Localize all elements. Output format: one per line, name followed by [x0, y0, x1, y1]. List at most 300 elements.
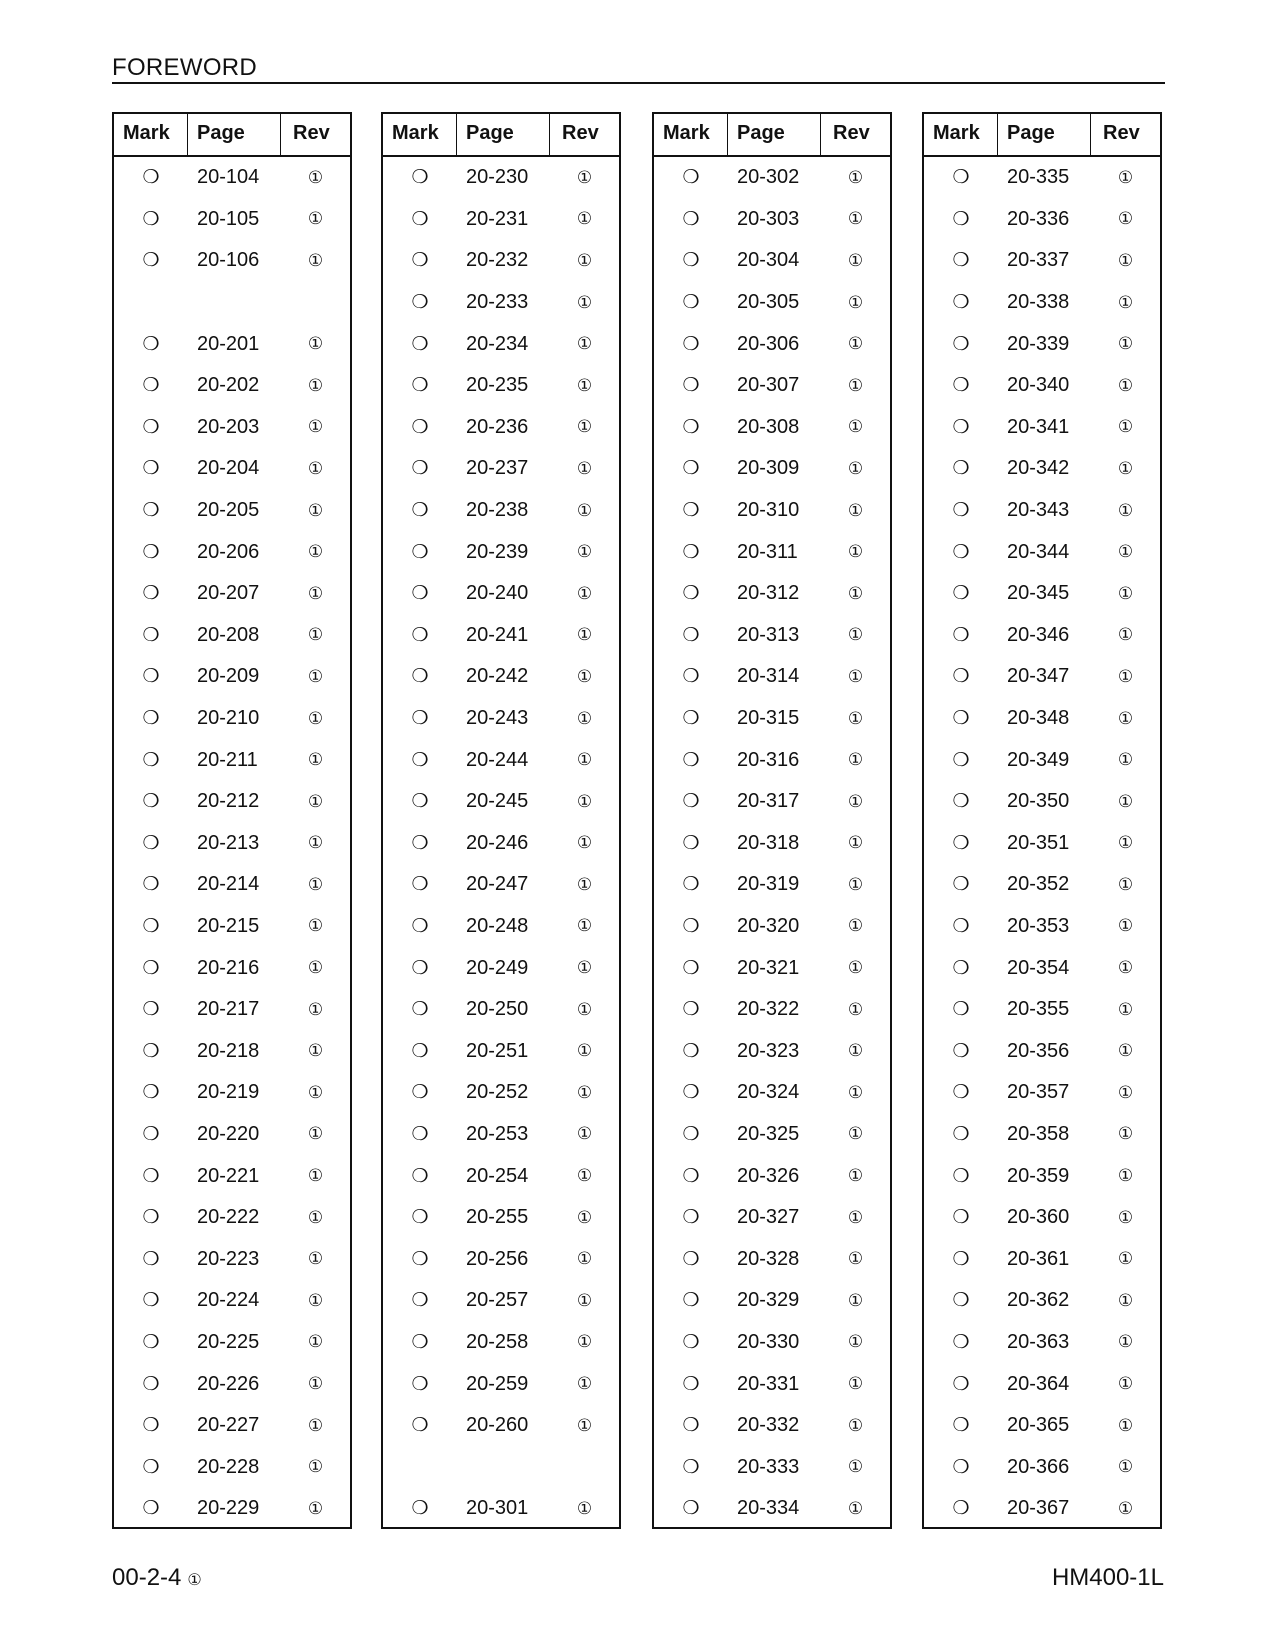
table-row: [383, 282, 619, 324]
revision-mark-icon: ①: [307, 375, 324, 395]
table-row: [114, 947, 350, 989]
table-row: [924, 1280, 1160, 1322]
mark-circle-icon: ❍: [952, 874, 970, 896]
page-number-cell: 20-306: [737, 332, 800, 355]
table-row: [383, 1405, 619, 1447]
table-row: [654, 1238, 890, 1280]
table-row: [383, 906, 619, 948]
page-number-cell: 20-365: [1007, 1414, 1070, 1437]
table-row: [654, 1446, 890, 1488]
revision-mark-icon: ①: [1117, 999, 1134, 1019]
table-row: [924, 947, 1160, 989]
mark-circle-icon: ❍: [682, 1373, 700, 1395]
revision-mark-icon: ①: [576, 1332, 593, 1352]
table-row: [114, 1363, 350, 1405]
table-row: [383, 1030, 619, 1072]
mark-circle-icon: ❍: [952, 624, 970, 646]
mark-circle-icon: ❍: [411, 375, 429, 397]
mark-circle-icon: ❍: [952, 250, 970, 272]
mark-header: Mark: [383, 114, 457, 155]
mark-circle-icon: ❍: [142, 1123, 160, 1145]
table-row: [654, 1363, 890, 1405]
mark-circle-icon: ❍: [411, 1373, 429, 1395]
table-row: [924, 157, 1160, 199]
page-number-cell: 20-209: [197, 665, 260, 688]
mark-circle-icon: ❍: [952, 832, 970, 854]
page-number-cell: 20-352: [1007, 873, 1070, 896]
table-row: [654, 781, 890, 823]
revision-mark-icon: ①: [307, 542, 324, 562]
revision-mark-icon: ①: [847, 1290, 864, 1310]
page-number-cell: 20-314: [737, 665, 800, 688]
revision-mark-icon: ①: [847, 250, 864, 270]
mark-circle-icon: ❍: [142, 1290, 160, 1312]
page-number-cell: 20-259: [466, 1372, 529, 1395]
revision-mark-icon: ①: [847, 292, 864, 312]
mark-circle-icon: ❍: [411, 957, 429, 979]
table-row: [654, 282, 890, 324]
revision-mark-icon: ①: [1117, 1082, 1134, 1102]
mark-circle-icon: ❍: [142, 1415, 160, 1437]
revision-mark-icon: ①: [307, 1166, 324, 1186]
mark-circle-icon: ❍: [952, 708, 970, 730]
table-row: [114, 1072, 350, 1114]
page-number-cell: 20-348: [1007, 707, 1070, 730]
mark-circle-icon: ❍: [682, 208, 700, 230]
mark-circle-icon: ❍: [142, 957, 160, 979]
revision-mark-icon: ①: [307, 958, 324, 978]
revision-mark-icon: ①: [1117, 1290, 1134, 1310]
mark-circle-icon: ❍: [682, 541, 700, 563]
revision-mark-icon: ①: [307, 458, 324, 478]
table-row: [924, 698, 1160, 740]
mark-circle-icon: ❍: [142, 708, 160, 730]
page-number-cell: 20-315: [737, 707, 800, 730]
revision-mark-icon: ①: [1117, 250, 1134, 270]
table-row: [654, 906, 890, 948]
revision-mark-icon: ①: [576, 791, 593, 811]
page-number-cell: 20-254: [466, 1164, 529, 1187]
page-number-cell: 20-323: [737, 1039, 800, 1062]
table-row: [114, 1238, 350, 1280]
table-row: [924, 864, 1160, 906]
page-number-cell: 20-106: [197, 249, 260, 272]
mark-circle-icon: ❍: [142, 458, 160, 480]
table-row: [114, 781, 350, 823]
table-header: [924, 114, 1160, 157]
mark-header: Mark: [654, 114, 728, 155]
revision-mark-icon: ①: [1117, 1166, 1134, 1186]
revision-mark-icon: ①: [307, 1082, 324, 1102]
revision-mark-icon: ①: [307, 999, 324, 1019]
revision-mark-icon: ①: [307, 1249, 324, 1269]
revision-mark-icon: ①: [576, 1415, 593, 1435]
revision-mark-icon: ①: [307, 1124, 324, 1144]
page-number-cell: 20-340: [1007, 374, 1070, 397]
mark-circle-icon: ❍: [142, 915, 160, 937]
table-row: [924, 1405, 1160, 1447]
table-row: [383, 615, 619, 657]
revision-mark-icon: ①: [847, 625, 864, 645]
mark-circle-icon: ❍: [952, 375, 970, 397]
table-row: [114, 1114, 350, 1156]
page-number-cell: 20-324: [737, 1081, 800, 1104]
page-number-cell: 20-243: [466, 707, 529, 730]
table-row: [654, 656, 890, 698]
table-row: [924, 1238, 1160, 1280]
table-body: [114, 157, 350, 1530]
page-number-cell: 20-208: [197, 623, 260, 646]
mark-circle-icon: ❍: [142, 1040, 160, 1062]
table-row: [924, 1030, 1160, 1072]
revision-mark-icon: ①: [1117, 1415, 1134, 1435]
table-row: [924, 1488, 1160, 1530]
mark-circle-icon: ❍: [142, 832, 160, 854]
mark-circle-icon: ❍: [411, 1331, 429, 1353]
page-number-cell: 20-207: [197, 582, 260, 605]
page-number-cell: 20-213: [197, 831, 260, 854]
revision-mark-icon: ①: [847, 1374, 864, 1394]
page-number-cell: 20-361: [1007, 1247, 1070, 1270]
revision-mark-icon: ①: [576, 916, 593, 936]
mark-circle-icon: ❍: [952, 791, 970, 813]
table-body: [924, 157, 1160, 1530]
revision-mark-icon: ①: [847, 1207, 864, 1227]
revision-mark-icon: ①: [307, 916, 324, 936]
mark-circle-icon: ❍: [682, 957, 700, 979]
mark-circle-icon: ❍: [682, 915, 700, 937]
mark-circle-icon: ❍: [682, 583, 700, 605]
mark-circle-icon: ❍: [142, 749, 160, 771]
table-row: [114, 1030, 350, 1072]
page-number-cell: 20-332: [737, 1414, 800, 1437]
table-row: [924, 323, 1160, 365]
table-row: [114, 1488, 350, 1530]
page-number-cell: 20-325: [737, 1122, 800, 1145]
page-number-cell: 20-350: [1007, 790, 1070, 813]
mark-circle-icon: ❍: [952, 1456, 970, 1478]
revision-mark-icon: ①: [1117, 209, 1134, 229]
mark-header: Mark: [924, 114, 998, 155]
revision-mark-icon: ①: [1117, 1207, 1134, 1227]
mark-circle-icon: ❍: [952, 333, 970, 355]
page-number-cell: 20-302: [737, 166, 800, 189]
mark-circle-icon: ❍: [682, 1415, 700, 1437]
page-number-cell: 20-363: [1007, 1330, 1070, 1353]
table-row: [383, 1197, 619, 1239]
table-row: [654, 448, 890, 490]
revision-mark-icon: ①: [847, 375, 864, 395]
revision-mark-icon: ①: [847, 1166, 864, 1186]
mark-circle-icon: ❍: [952, 541, 970, 563]
page-number-cell: 20-260: [466, 1414, 529, 1437]
table-row: [383, 323, 619, 365]
revision-mark-icon: ①: [847, 500, 864, 520]
revision-mark-icon: ①: [847, 167, 864, 187]
mark-circle-icon: ❍: [142, 250, 160, 272]
page-number-cell: 20-240: [466, 582, 529, 605]
mark-circle-icon: ❍: [952, 1123, 970, 1145]
revision-mark-icon: ①: [847, 1498, 864, 1518]
revision-mark-icon: ①: [307, 666, 324, 686]
table-row: [383, 989, 619, 1031]
revision-mark-icon: ①: [576, 542, 593, 562]
table-row: [114, 323, 350, 365]
mark-circle-icon: ❍: [682, 624, 700, 646]
page-number-cell: 20-220: [197, 1122, 260, 1145]
revision-mark-icon: ①: [1117, 1249, 1134, 1269]
mark-circle-icon: ❍: [682, 292, 700, 314]
table-row: [654, 698, 890, 740]
page-number-cell: 20-345: [1007, 582, 1070, 605]
table-row: [924, 823, 1160, 865]
revision-mark-icon: ①: [1117, 167, 1134, 187]
page-number-cell: 20-215: [197, 914, 260, 937]
mark-circle-icon: ❍: [411, 1290, 429, 1312]
table-row: [924, 1197, 1160, 1239]
page-number-cell: 20-349: [1007, 748, 1070, 771]
revision-mark-icon: ①: [576, 334, 593, 354]
page-number-cell: 20-333: [737, 1455, 800, 1478]
table-row: [924, 490, 1160, 532]
mark-circle-icon: ❍: [411, 500, 429, 522]
rev-header: Rev: [833, 122, 870, 144]
page-number-cell: 20-309: [737, 457, 800, 480]
page-number-cell: 20-360: [1007, 1206, 1070, 1229]
table-row: [383, 573, 619, 615]
table-row: [654, 365, 890, 407]
table-row: [924, 906, 1160, 948]
page-number-cell: 20-236: [466, 415, 529, 438]
mark-circle-icon: ❍: [411, 791, 429, 813]
mark-circle-icon: ❍: [682, 666, 700, 688]
table-row: [654, 407, 890, 449]
table-row: [654, 157, 890, 199]
mark-circle-icon: ❍: [682, 1456, 700, 1478]
table-row: [114, 1155, 350, 1197]
revision-mark-icon: ①: [847, 1249, 864, 1269]
mark-circle-icon: ❍: [411, 832, 429, 854]
page-number-cell: 20-231: [466, 207, 529, 230]
revision-mark-icon: ①: [1117, 1332, 1134, 1352]
mark-circle-icon: ❍: [411, 1248, 429, 1270]
revision-mark-icon: ①: [576, 1498, 593, 1518]
page-number: 00-2-4: [112, 1564, 182, 1591]
revision-mark-icon: ①: [847, 583, 864, 603]
mark-circle-icon: ❍: [952, 1498, 970, 1520]
revision-mark-icon: ①: [847, 708, 864, 728]
revision-mark-icon: ①: [847, 1457, 864, 1477]
table-row: [924, 407, 1160, 449]
page-number-cell: 20-230: [466, 166, 529, 189]
mark-circle-icon: ❍: [411, 1415, 429, 1437]
table-row: [924, 989, 1160, 1031]
page-number-cell: 20-301: [466, 1497, 529, 1520]
table-row: [924, 781, 1160, 823]
page-number-cell: 20-313: [737, 623, 800, 646]
page-number-cell: 20-304: [737, 249, 800, 272]
page-number-cell: 20-210: [197, 707, 260, 730]
table-row: [924, 1072, 1160, 1114]
page-number-cell: 20-218: [197, 1039, 260, 1062]
revision-mark-icon: ①: [847, 458, 864, 478]
mark-circle-icon: ❍: [952, 416, 970, 438]
mark-circle-icon: ❍: [411, 250, 429, 272]
mark-circle-icon: ❍: [952, 1207, 970, 1229]
spacer-row: [114, 282, 350, 324]
mark-circle-icon: ❍: [682, 874, 700, 896]
mark-circle-icon: ❍: [411, 541, 429, 563]
page-number-cell: 20-217: [197, 998, 260, 1021]
table-row: [924, 282, 1160, 324]
mark-circle-icon: ❍: [682, 1331, 700, 1353]
page-number-cell: 20-356: [1007, 1039, 1070, 1062]
revision-mark-icon: ①: [847, 750, 864, 770]
page-title: FOREWORD: [112, 54, 258, 81]
mark-circle-icon: ❍: [952, 1331, 970, 1353]
mark-circle-icon: ❍: [411, 708, 429, 730]
revision-mark-icon: ①: [1117, 500, 1134, 520]
revision-mark-icon: ①: [307, 500, 324, 520]
mark-circle-icon: ❍: [952, 666, 970, 688]
revision-mark-icon: ①: [576, 167, 593, 187]
mark-circle-icon: ❍: [411, 624, 429, 646]
table-row: [383, 490, 619, 532]
table-row: [383, 240, 619, 282]
mark-circle-icon: ❍: [952, 1290, 970, 1312]
table-row: [654, 615, 890, 657]
table-row: [383, 1238, 619, 1280]
revision-mark-icon: ①: [847, 1332, 864, 1352]
table-row: [114, 531, 350, 573]
revision-mark-icon: ①: [307, 1207, 324, 1227]
table-row: [924, 531, 1160, 573]
table-row: [654, 864, 890, 906]
mark-circle-icon: ❍: [411, 458, 429, 480]
mark-circle-icon: ❍: [142, 583, 160, 605]
page-number-cell: 20-252: [466, 1081, 529, 1104]
mark-circle-icon: ❍: [142, 1331, 160, 1353]
mark-circle-icon: ❍: [952, 500, 970, 522]
table-row: [114, 407, 350, 449]
revision-mark-icon: ①: [847, 874, 864, 894]
table-body: [654, 157, 890, 1530]
page-number-cell: 20-321: [737, 956, 800, 979]
revision-mark-icon: ①: [307, 791, 324, 811]
revision-table-3: [652, 112, 892, 1529]
revision-mark-icon: ①: [1117, 750, 1134, 770]
revision-mark-icon: ①: [1117, 334, 1134, 354]
revision-mark-icon: ①: [307, 334, 324, 354]
page-number-cell: 20-251: [466, 1039, 529, 1062]
mark-circle-icon: ❍: [142, 791, 160, 813]
table-row: [924, 1155, 1160, 1197]
table-row: [924, 1322, 1160, 1364]
mark-circle-icon: ❍: [952, 208, 970, 230]
table-row: [654, 989, 890, 1031]
mark-circle-icon: ❍: [411, 167, 429, 189]
revision-mark-icon: ①: [307, 1332, 324, 1352]
mark-circle-icon: ❍: [682, 167, 700, 189]
page-number-cell: 20-341: [1007, 415, 1070, 438]
page-number-cell: 20-239: [466, 540, 529, 563]
table-row: [654, 240, 890, 282]
revision-mark-icon: ①: [576, 1166, 593, 1186]
mark-circle-icon: ❍: [952, 957, 970, 979]
mark-circle-icon: ❍: [411, 1165, 429, 1187]
page-number-cell: 20-206: [197, 540, 260, 563]
revision-mark-icon: ①: [1117, 1374, 1134, 1394]
mark-circle-icon: ❍: [682, 749, 700, 771]
table-row: [114, 615, 350, 657]
revision-mark-icon: ①: [1117, 1124, 1134, 1144]
revision-table-1: [112, 112, 352, 1529]
table-row: [114, 1197, 350, 1239]
table-row: [114, 573, 350, 615]
mark-circle-icon: ❍: [682, 791, 700, 813]
mark-circle-icon: ❍: [142, 541, 160, 563]
table-row: [383, 1488, 619, 1530]
revision-mark-icon: ①: [1117, 708, 1134, 728]
mark-circle-icon: ❍: [142, 1207, 160, 1229]
revision-mark-icon: ①: [847, 209, 864, 229]
page-number-cell: 20-347: [1007, 665, 1070, 688]
page-number-cell: 20-211: [197, 748, 258, 771]
page-number-cell: 20-222: [197, 1206, 260, 1229]
table-row: [114, 1280, 350, 1322]
page-number-cell: 20-204: [197, 457, 260, 480]
page-number-cell: 20-367: [1007, 1497, 1070, 1520]
revision-table-2: [381, 112, 621, 1529]
page-header-cell: Page: [998, 114, 1091, 155]
revision-mark-icon: ①: [307, 1498, 324, 1518]
page-number-cell: 20-305: [737, 291, 800, 314]
revision-mark-icon: ①: [307, 750, 324, 770]
table-row: [114, 1446, 350, 1488]
page-number-cell: 20-216: [197, 956, 260, 979]
revision-mark-icon: ①: [1117, 1457, 1134, 1477]
table-row: [114, 490, 350, 532]
mark-circle-icon: ❍: [682, 1165, 700, 1187]
table-row: [654, 739, 890, 781]
mark-circle-icon: ❍: [682, 1123, 700, 1145]
mark-circle-icon: ❍: [952, 292, 970, 314]
page-number-cell: 20-219: [197, 1081, 260, 1104]
revision-mark-icon: ①: [847, 958, 864, 978]
mark-circle-icon: ❍: [142, 874, 160, 896]
revision-mark-icon: ①: [576, 500, 593, 520]
page-number-cell: 20-320: [737, 914, 800, 937]
page-number-cell: 20-227: [197, 1414, 260, 1437]
table-row: [114, 1322, 350, 1364]
mark-circle-icon: ❍: [682, 333, 700, 355]
table-row: [654, 1155, 890, 1197]
revision-mark-icon: ①: [847, 1415, 864, 1435]
mark-circle-icon: ❍: [411, 583, 429, 605]
mark-circle-icon: ❍: [142, 624, 160, 646]
table-row: [383, 1363, 619, 1405]
table-row: [383, 407, 619, 449]
mark-circle-icon: ❍: [952, 1248, 970, 1270]
table-row: [383, 739, 619, 781]
mark-circle-icon: ❍: [411, 1123, 429, 1145]
revision-mark-icon: ①: [576, 1207, 593, 1227]
page-number-cell: 20-330: [737, 1330, 800, 1353]
table-row: [654, 1030, 890, 1072]
revision-mark-icon: ①: [307, 833, 324, 853]
mark-circle-icon: ❍: [682, 1040, 700, 1062]
revision-mark-icon: ①: [576, 375, 593, 395]
